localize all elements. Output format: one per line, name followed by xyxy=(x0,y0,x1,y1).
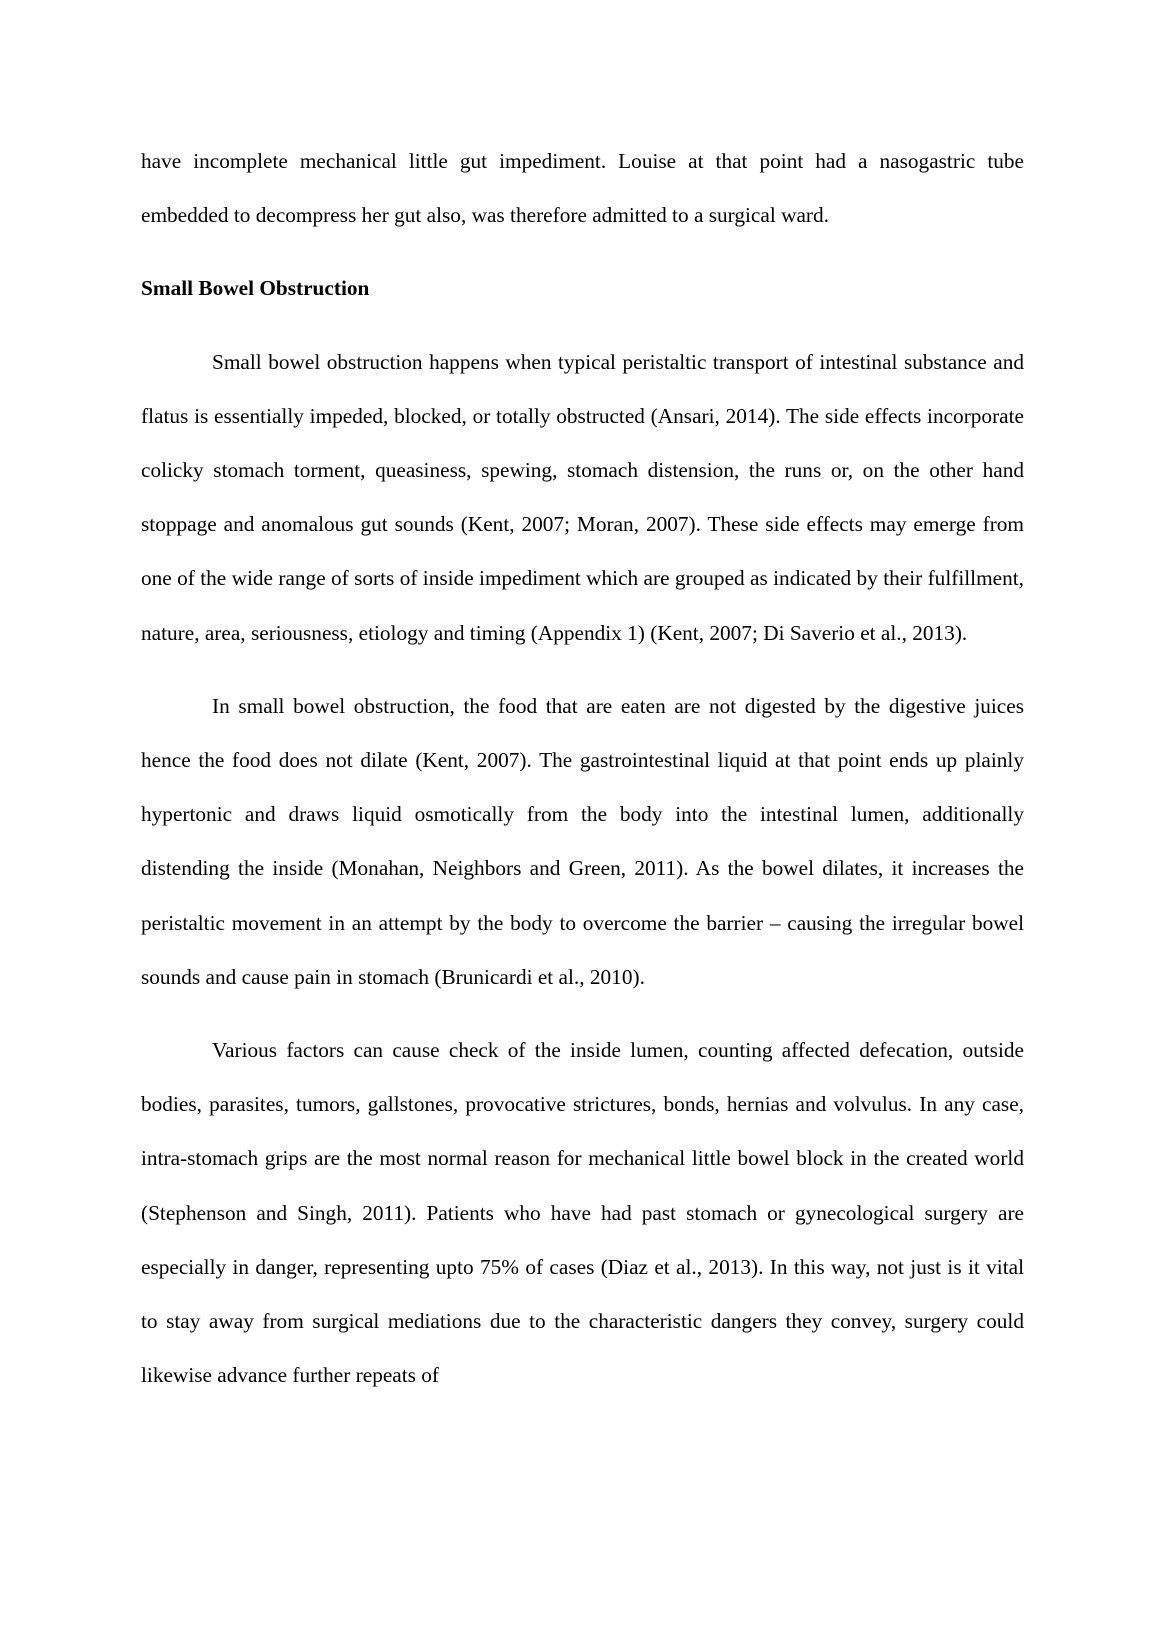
body-paragraph-3: Various factors can cause check of the inside lumen, counting affected defecation, outside bodies, parasites, tumors, gallstones, provocative strictures, bonds, hernias and volvulus. In any case, intra-stomach grips are the most normal reason for mechanical little bowel block in the created world (Stephenson and Singh, 2011). Patients who have had past stomach or gynecological surgery are especially in danger, representing upto 75% of cases (Diaz et al., 2013). In this way, not just is it vital to stay away from surgical mediations due to the characteristic dangers they convey, surgery could likewise advance further repeats of xyxy=(141,1038,1024,1388)
body-paragraph-2: In small bowel obstruction, the food that are eaten are not digested by the digestive juices hence the food does not dilate (Kent, 2007). The gastrointestinal liquid at that point ends up plainly hypertonic and draws liquid osmotically from the body into the intestinal lumen, additionally distending the inside (Monahan, Neighbors and Green, 2011). As the bowel dilates, it increases the peristaltic movement in an attempt by the body to overcome the barrier – causing the irregular bowel sounds and cause pain in stomach (Brunicardi et al., 2010). xyxy=(141,693,1024,989)
document-body xyxy=(141,134,1024,1402)
section-heading: Small Bowel Obstruction xyxy=(141,276,370,301)
body-paragraph-1: Small bowel obstruction happens when typical peristaltic transport of intestinal substance and flatus is essentially impeded, blocked, or totally obstructed (Ansari, 2014). The side effects incorporate colicky stomach torment, queasiness, spewing, stomach distension, the runs or, on the other hand stoppage and anomalous gut sounds (Kent, 2007; Moran, 2007). These side effects may emerge from one of the wide range of sorts of inside impediment which are grouped as indicated by their fulfillment, nature, area, seriousness, etiology and timing (Appendix 1) (Kent, 2007; Di Saverio et al., 2013). xyxy=(141,349,1024,645)
intro-paragraph: have incomplete mechanical little gut impediment. Louise at that point had a nasogastric tube embedded to decompress her gut also, was therefore admitted to a surgical ward. xyxy=(141,149,1024,228)
